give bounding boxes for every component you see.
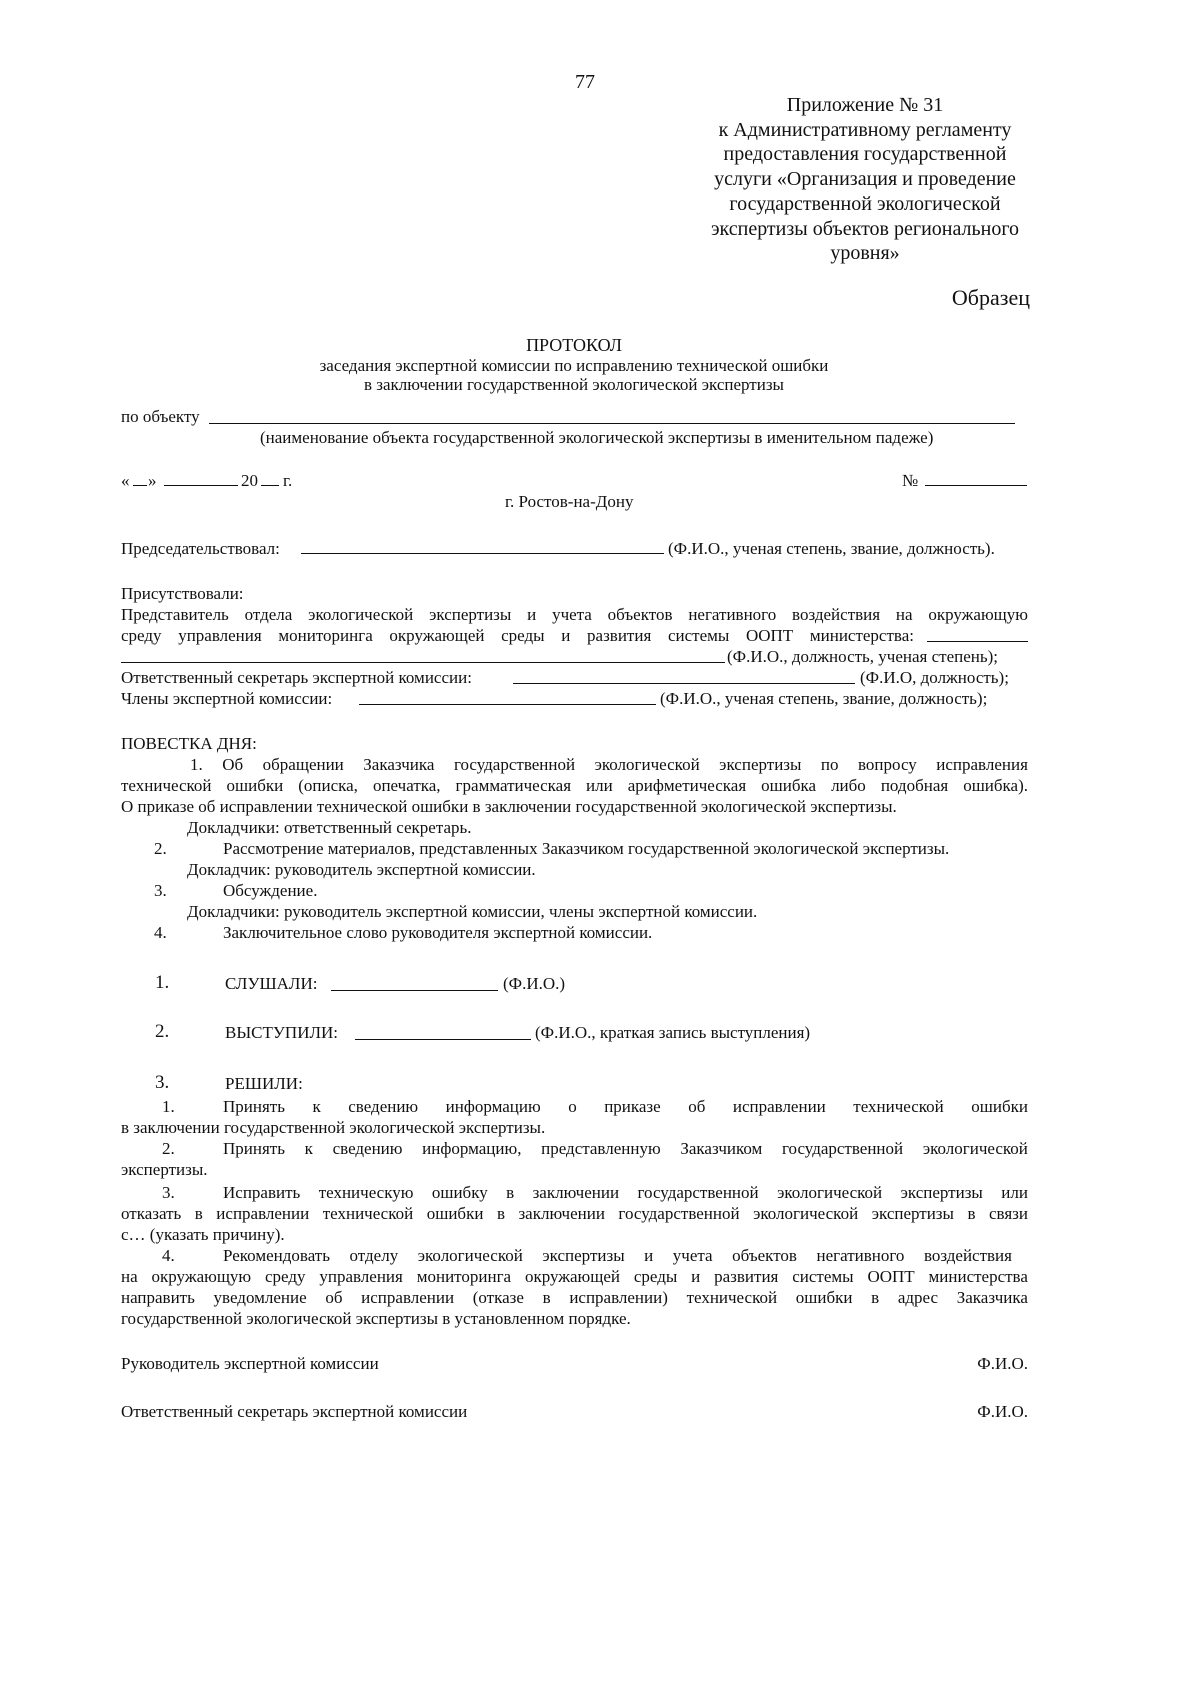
decision-1-line-1 <box>223 1096 1028 1117</box>
word: среду <box>121 626 162 645</box>
word: окружающей <box>389 626 485 645</box>
word: Заказчиком <box>680 1139 763 1158</box>
chair-label: Председательствовал: <box>121 539 280 558</box>
word: о <box>568 1097 577 1116</box>
present-label: Присутствовали: <box>121 584 244 603</box>
word: представленную <box>541 1139 661 1158</box>
word: экологической <box>777 1183 883 1202</box>
word: учета <box>672 1246 713 1265</box>
heard-hint: (Ф.И.О.) <box>503 974 566 993</box>
word: исправлении) <box>569 1288 668 1307</box>
decision-4-line-3 <box>121 1287 1028 1308</box>
word: заключении <box>518 1204 605 1223</box>
secretary-label: Ответственный секретарь экспертной комиссии: <box>121 668 472 687</box>
chair-field-line <box>301 553 664 554</box>
word: Принять <box>223 1139 285 1158</box>
word: среду <box>264 1267 306 1286</box>
word: Об <box>222 755 244 774</box>
title-main: ПРОТОКОЛ <box>526 335 622 355</box>
document-title <box>120 336 1028 395</box>
word: объектов <box>607 605 673 624</box>
word: мониторинга <box>416 1267 512 1286</box>
word: (отказе <box>472 1288 524 1307</box>
object-hint: (наименование объекта государственной экологической экспертизы в именительном падеже) <box>260 428 934 447</box>
word: и <box>527 605 537 624</box>
word: в <box>496 1204 505 1223</box>
word: ООПТ <box>745 626 794 645</box>
decision-2-number: 2. <box>162 1139 175 1158</box>
appendix-block <box>700 93 1030 266</box>
word: направить <box>121 1288 195 1307</box>
word: об <box>325 1288 343 1307</box>
word: на <box>121 1267 138 1286</box>
word: окружающую <box>928 605 1028 624</box>
secretary-hint: (Ф.И.О, должность); <box>860 668 1009 687</box>
month-field-line <box>164 485 238 486</box>
word: Заказчика <box>363 755 435 774</box>
appendix-line: предоставления государственной <box>723 143 1007 166</box>
word: Рекомендовать <box>223 1246 330 1265</box>
word: мониторинга <box>278 626 373 645</box>
word: экспертизы <box>429 605 512 624</box>
word: в <box>506 1183 515 1202</box>
year-field-line <box>261 485 279 486</box>
agenda-item-3-number: 3. <box>154 881 167 900</box>
word: развития <box>714 1267 779 1286</box>
agenda-item-2-number: 2. <box>154 839 167 858</box>
date-close-quote: » <box>148 471 157 490</box>
word: экспертизы <box>542 1246 625 1265</box>
word: министерства <box>928 1267 1028 1286</box>
decided-label: РЕШИЛИ: <box>225 1074 303 1093</box>
number-label: № <box>902 471 919 490</box>
word: к <box>312 1097 321 1116</box>
word: Представитель <box>121 605 229 624</box>
word: Принять <box>223 1097 285 1116</box>
word: экологической <box>922 1139 1028 1158</box>
word: или <box>1001 1183 1028 1202</box>
heard-field-line <box>331 990 498 991</box>
day-field-line <box>133 485 147 486</box>
word: отказать <box>121 1204 182 1223</box>
agenda-item-4-number: 4. <box>154 923 167 942</box>
word: исправлении <box>361 1288 455 1307</box>
object-field-line <box>209 423 1015 424</box>
word: объектов <box>732 1246 797 1265</box>
word: отделу <box>349 1246 399 1265</box>
word: ошибки <box>971 1097 1028 1116</box>
word: приказе <box>604 1097 661 1116</box>
word: 1. <box>190 755 203 774</box>
word: Заказчика <box>956 1288 1028 1307</box>
appendix-line: услуги «Организация и проведение <box>714 168 1016 191</box>
appendix-line: уровня» <box>830 242 900 265</box>
word: информацию <box>445 1097 541 1116</box>
word: в <box>194 1204 203 1223</box>
word: техническую <box>318 1183 414 1202</box>
agenda-item-4-text: Заключительное слово руководителя экспертной комиссии. <box>223 923 653 942</box>
representative-line-2 <box>121 625 914 646</box>
word: учета <box>552 605 592 624</box>
word: исправлении <box>216 1204 310 1223</box>
word: окружающей <box>524 1267 620 1286</box>
secretary-field-line <box>513 683 855 684</box>
heard-label: СЛУШАЛИ: <box>225 974 318 993</box>
word: отдела <box>244 605 293 624</box>
decision-3-number: 3. <box>162 1183 175 1202</box>
word: экспертизы <box>900 1183 983 1202</box>
spoke-label: ВЫСТУПИЛИ: <box>225 1023 339 1042</box>
word: заключении <box>532 1183 620 1202</box>
agenda-item-1-line-3: О приказе об исправлении технической ошибки в заключении государственной экологической экспертизы. <box>121 797 897 816</box>
object-label: по объекту <box>121 407 200 426</box>
word: сведению <box>348 1097 419 1116</box>
word: в <box>967 1204 976 1223</box>
appendix-line: Приложение № 31 <box>786 94 944 116</box>
appendix-line: экспертизы объектов регионального <box>710 217 1020 240</box>
agenda-item-1-line-1 <box>190 754 1028 775</box>
title-sub: в заключении государственной экологической экспертизы <box>364 375 784 394</box>
word: исправления <box>936 755 1028 774</box>
decision-3-line-1 <box>223 1182 1028 1203</box>
word: системы <box>667 626 730 645</box>
word: и <box>644 1246 654 1265</box>
agenda-item-2-text: Рассмотрение материалов, представленных Заказчиком государственной экологической экспертизы. <box>223 839 950 858</box>
word: и <box>691 1267 701 1286</box>
agenda-label: ПОВЕСТКА ДНЯ: <box>121 734 257 753</box>
word: развития <box>587 626 652 645</box>
word: негативного <box>816 1246 905 1265</box>
word: Исправить <box>223 1183 301 1202</box>
year-prefix: 20 <box>241 471 258 490</box>
appendix-line: к Административному регламенту <box>718 118 1012 141</box>
page-number: 77 <box>575 71 595 93</box>
word: в <box>542 1288 551 1307</box>
decision-4-line-1 <box>223 1245 1012 1266</box>
decision-3-line-2 <box>121 1203 1028 1224</box>
word: технической <box>853 1097 944 1116</box>
decided-number: 3. <box>155 1072 170 1093</box>
word: сведению <box>332 1139 403 1158</box>
word: государственной <box>453 755 576 774</box>
word: информацию, <box>422 1139 522 1158</box>
word: среды <box>501 626 545 645</box>
word: в <box>871 1288 880 1307</box>
word: негативного <box>688 605 777 624</box>
members-field-line <box>359 704 656 705</box>
word: воздействия <box>923 1246 1012 1265</box>
word: министерства: <box>809 626 914 645</box>
representative-hint: (Ф.И.О., должность, ученая степень); <box>727 647 999 666</box>
appendix-line: государственной экологической <box>729 192 1001 215</box>
heard-number: 1. <box>155 972 170 993</box>
decision-1-number: 1. <box>162 1097 175 1116</box>
decision-4-number: 4. <box>162 1246 175 1265</box>
word: ошибки <box>426 1204 484 1223</box>
head-signature-name: Ф.И.О. <box>977 1354 1028 1373</box>
word: воздействия <box>792 605 881 624</box>
spoke-hint: (Ф.И.О., краткая запись выступления) <box>535 1023 811 1042</box>
word: вопросу <box>858 755 917 774</box>
agenda-item-1-speakers: Докладчики: ответственный секретарь. <box>187 818 472 837</box>
word: к <box>304 1139 313 1158</box>
word: по <box>820 755 839 774</box>
representative-field-line-a <box>927 641 1028 642</box>
year-suffix: г. <box>283 471 293 490</box>
word: среды <box>633 1267 678 1286</box>
decision-1-line-2: в заключении государственной экологической экспертизы. <box>121 1118 546 1137</box>
word: ООПТ <box>867 1267 915 1286</box>
spoke-field-line <box>355 1039 531 1040</box>
chair-hint: (Ф.И.О., ученая степень, звание, должность). <box>668 539 995 558</box>
head-signature-label: Руководитель экспертной комиссии <box>121 1354 379 1373</box>
agenda-item-2-speakers: Докладчик: руководитель экспертной комиссии. <box>187 860 536 879</box>
city: г. Ростов-на-Дону <box>505 492 634 511</box>
decision-3-line-3: с… (указать причину). <box>121 1225 285 1244</box>
word: окружающую <box>151 1267 252 1286</box>
secretary-signature-name: Ф.И.О. <box>977 1402 1028 1421</box>
date-open-quote: « <box>121 471 130 490</box>
word: технической <box>686 1288 778 1307</box>
word: уведомление <box>213 1288 307 1307</box>
word: ошибки <box>795 1288 853 1307</box>
word: государственной <box>781 1139 904 1158</box>
word: обращении <box>262 755 344 774</box>
word: экологической <box>594 755 700 774</box>
decision-2-line-1 <box>223 1138 1028 1159</box>
agenda-item-3-text: Обсуждение. <box>223 881 318 900</box>
word: экспертизы <box>719 755 802 774</box>
representative-field-line-b <box>121 662 725 663</box>
number-field-line <box>925 485 1027 486</box>
agenda-item-3-speakers: Докладчики: руководитель экспертной комиссии, члены экспертной комиссии. <box>187 902 758 921</box>
secretary-signature-label: Ответственный секретарь экспертной комиссии <box>121 1402 468 1421</box>
word: управления <box>319 1267 403 1286</box>
word: системы <box>792 1267 854 1286</box>
decision-4-line-4: государственной экологической экспертизы в установленном порядке. <box>121 1309 631 1328</box>
members-hint: (Ф.И.О., ученая степень, звание, должность); <box>660 689 988 708</box>
word: об <box>688 1097 706 1116</box>
word: на <box>895 605 913 624</box>
word: экологической <box>308 605 414 624</box>
word: государственной <box>618 1204 740 1223</box>
spoke-number: 2. <box>155 1021 170 1042</box>
word: связи <box>988 1204 1028 1223</box>
word: исправлении <box>732 1097 826 1116</box>
word: технической <box>322 1204 414 1223</box>
representative-line-1 <box>121 604 1028 625</box>
word: управления <box>178 626 262 645</box>
word: ошибку <box>431 1183 488 1202</box>
decision-4-line-2 <box>121 1266 1028 1287</box>
members-label: Члены экспертной комиссии: <box>121 689 333 708</box>
word: государственной <box>637 1183 759 1202</box>
decision-2-line-2: экспертизы. <box>121 1160 208 1179</box>
word: адрес <box>897 1288 939 1307</box>
title-sub: заседания экспертной комиссии по исправлению технической ошибки <box>319 355 829 375</box>
word: экологической <box>753 1204 859 1223</box>
sample-label: Образец <box>951 285 1030 310</box>
agenda-item-1-line-2: технической ошибки (описка, опечатка, грамматическая или арифметическая ошибка либо подобная ошибка). <box>121 776 1028 795</box>
word: экспертизы <box>871 1204 954 1223</box>
word: и <box>561 626 571 645</box>
word: экологической <box>417 1246 523 1265</box>
